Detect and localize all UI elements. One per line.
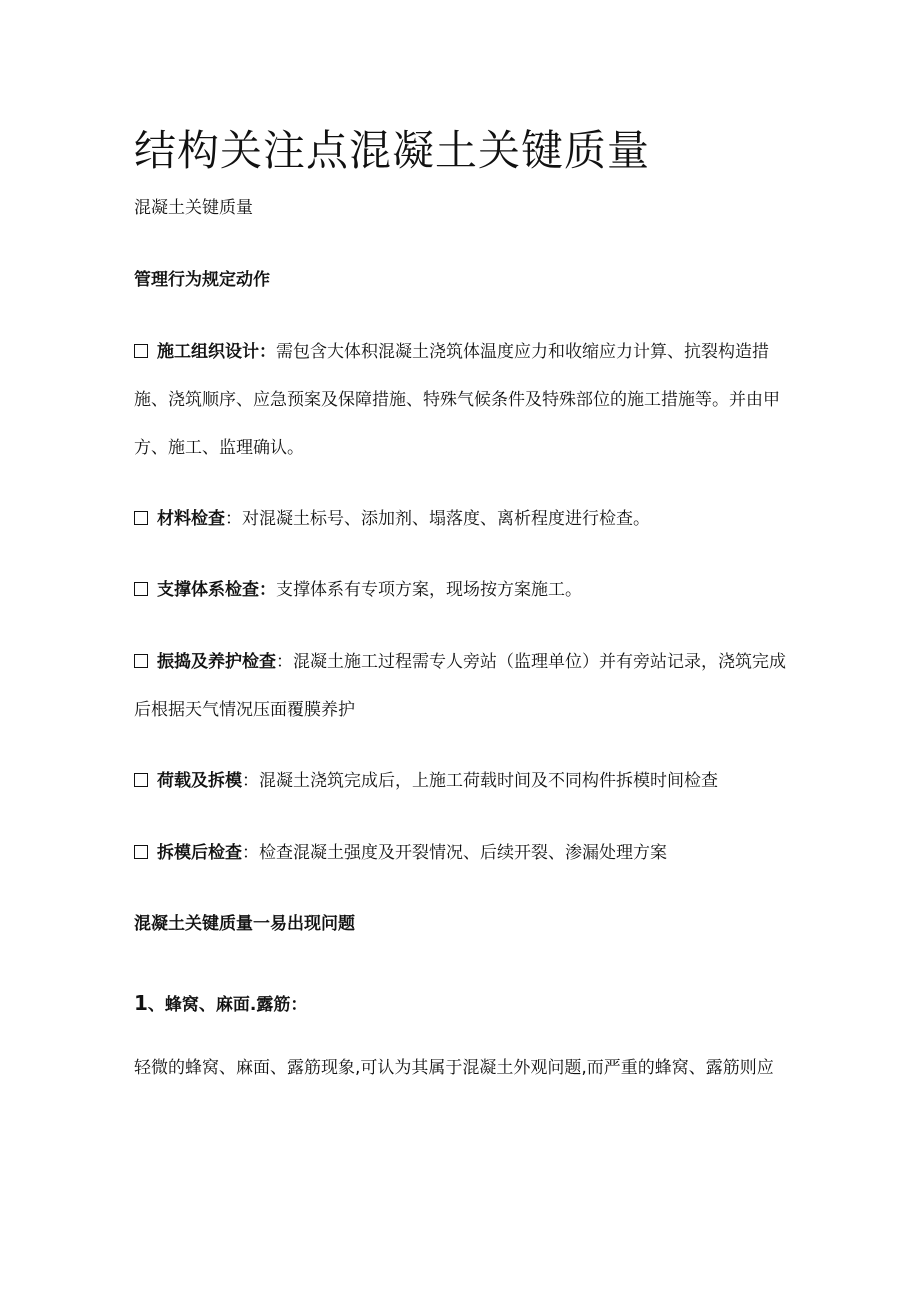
problem-title: 、蜂窝、麻面.露筋：	[147, 995, 308, 1015]
checklist-item-label: 拆模后检查	[157, 843, 242, 863]
checkbox-icon	[134, 654, 148, 668]
problem-heading	[134, 990, 307, 1018]
problem-paragraph: 轻微的蜂窝、麻面、露筋现象,可认为其属于混凝土外观问题,而严重的蜂窝、露筋则应	[134, 1058, 774, 1078]
problem-number: 1	[134, 991, 148, 1015]
checkbox-icon	[134, 344, 148, 358]
section-heading-management: 管理行为规定动作	[134, 270, 270, 290]
checklist-item-label: 荷载及拆模	[157, 771, 242, 791]
checklist-item	[134, 566, 794, 614]
page-title: 结构关注点混凝土关键质量	[134, 126, 651, 175]
page-subtitle: 混凝土关键质量	[134, 198, 253, 218]
checklist-item	[134, 495, 794, 543]
checkbox-icon	[134, 845, 148, 859]
checklist-item	[134, 757, 794, 805]
checkbox-icon	[134, 511, 148, 525]
checklist-item	[134, 829, 794, 877]
checklist-item	[134, 638, 794, 734]
checklist-item-text: ：检查混凝土强度及开裂情况、后续开裂、渗漏处理方案	[242, 843, 667, 863]
checklist-item-label: 施工组织设计：	[157, 342, 276, 362]
checklist-item-text: 支撑体系有专项方案，现场按方案施工。	[276, 580, 582, 600]
checklist-item-label: 振捣及养护检查	[157, 652, 276, 672]
checklist-item	[134, 328, 794, 472]
checklist-item-label: 支撑体系检查：	[157, 580, 276, 600]
checklist-item-text: ：混凝土施工过程需专人旁站（监理单位）并有旁站记录，浇筑完成后根据天气情况压面覆膜养护	[134, 652, 786, 720]
checklist-item-text: ：混凝土浇筑完成后，上施工荷载时间及不同构件拆模时间检查	[242, 771, 718, 791]
checkbox-icon	[134, 773, 148, 787]
checklist-item-text: 需包含大体积混凝土浇筑体温度应力和收缩应力计算、抗裂构造措施、浇筑顺序、应急预案及保障措施、特殊气候条件及特殊部位的施工措施等。并由甲方、施工、监理确认。	[134, 342, 780, 458]
section-heading-problems: 混凝土关键质量一易出现问题	[134, 914, 355, 934]
checkbox-icon	[134, 582, 148, 596]
checklist-item-label: 材料检查	[157, 509, 225, 529]
checklist-item-text: ：对混凝土标号、添加剂、塌落度、离析程度进行检查。	[225, 509, 650, 529]
